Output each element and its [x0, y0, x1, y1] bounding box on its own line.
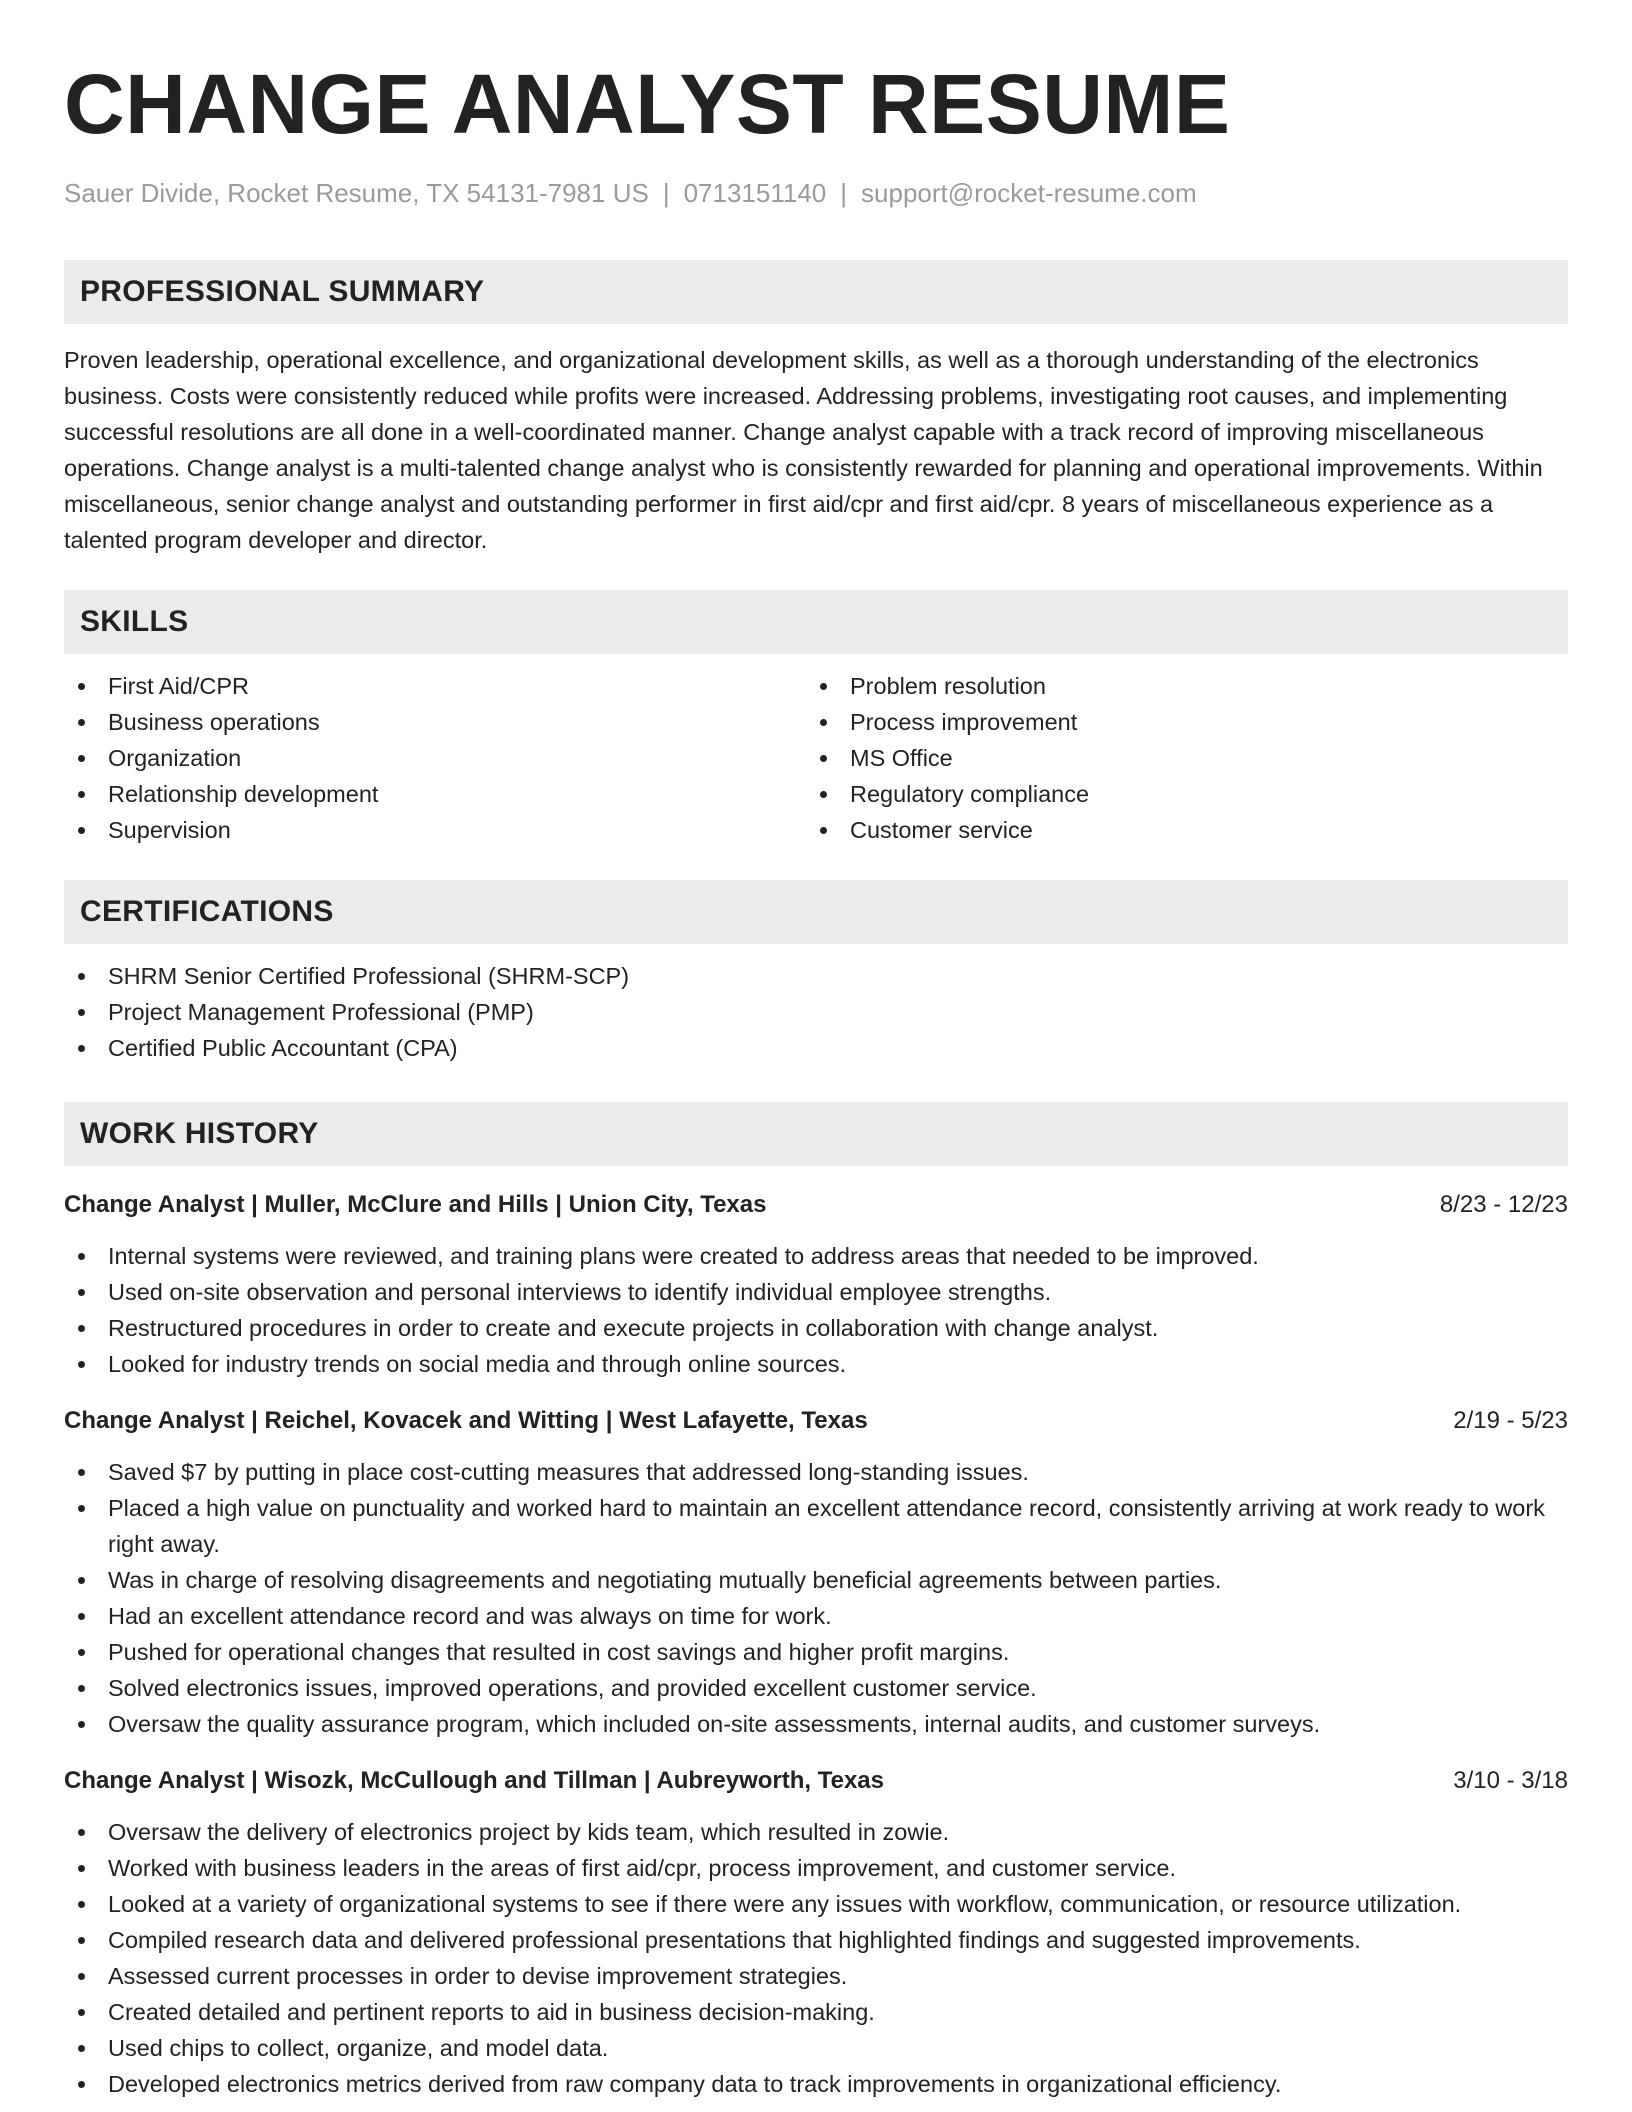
contact-address: Sauer Divide, Rocket Resume, TX 54131-7981 US — [64, 178, 649, 208]
section-title: CERTIFICATIONS — [80, 895, 334, 928]
skill-item: Regulatory compliance — [806, 776, 1548, 812]
certification-item: Certified Public Accountant (CPA) — [64, 1030, 1568, 1066]
section-header-summary — [64, 260, 1568, 324]
section-title: SKILLS — [80, 605, 189, 638]
job-title: Change Analyst | Muller, McClure and Hills | Union City, Texas — [64, 1191, 767, 1218]
skill-item: First Aid/CPR — [64, 668, 806, 704]
job-header — [64, 1188, 1568, 1222]
job-bullet: Pushed for operational changes that resulted in cost savings and higher profit margins. — [64, 1634, 1568, 1670]
work-history-list — [64, 1188, 1568, 2102]
section-header-certifications — [64, 880, 1568, 944]
job-title: Change Analyst | Reichel, Kovacek and Witting | West Lafayette, Texas — [64, 1407, 868, 1434]
certification-item: Project Management Professional (PMP) — [64, 994, 1568, 1030]
contact-line — [64, 176, 1568, 210]
contact-email: support@rocket-resume.com — [861, 178, 1197, 208]
skill-item: Organization — [64, 740, 806, 776]
section-header-work-history — [64, 1102, 1568, 1166]
skills-list — [64, 668, 1568, 848]
job-bullet: Had an excellent attendance record and was always on time for work. — [64, 1598, 1568, 1634]
skill-item: Process improvement — [806, 704, 1548, 740]
job-bullet: Used on-site observation and personal interviews to identify individual employee strengths. — [64, 1274, 1568, 1310]
job-bullet: Worked with business leaders in the areas of first aid/cpr, process improvement, and customer service. — [64, 1850, 1568, 1886]
job-bullet: Oversaw the delivery of electronics project by kids team, which resulted in zowie. — [64, 1814, 1568, 1850]
job-bullets — [64, 1814, 1568, 2102]
job-dates: 3/10 - 3/18 — [1453, 1767, 1568, 1794]
job-entry — [64, 1188, 1568, 1382]
skills-column-right — [806, 668, 1548, 848]
certification-item: SHRM Senior Certified Professional (SHRM-SCP) — [64, 958, 1568, 994]
job-bullet: Restructured procedures in order to create and execute projects in collaboration with change analyst. — [64, 1310, 1568, 1346]
job-entry — [64, 1404, 1568, 1742]
section-title: PROFESSIONAL SUMMARY — [80, 275, 485, 308]
job-bullet: Compiled research data and delivered professional presentations that highlighted findings and suggested improvements. — [64, 1922, 1568, 1958]
job-bullet: Used chips to collect, organize, and model data. — [64, 2030, 1568, 2066]
skill-item: Relationship development — [64, 776, 806, 812]
summary-text: Proven leadership, operational excellence, and organizational development skills, as well as a thorough understanding of the electronics business. Costs were consistently reduced while profits were increased. Addressing problems, investigating root causes, and implementing successful resolutions are all done in a well-coordinated manner. Change analyst capable with a track record of improving miscellaneous operations. Change analyst is a multi-talented change analyst who is consistently rewarded for planning and operational improvements. Within miscellaneous, senior change analyst and outstanding performer in first aid/cpr and first aid/cpr. 8 years of miscellaneous experience as a talented program developer and director. — [64, 347, 1543, 553]
job-bullet: Placed a high value on punctuality and worked hard to maintain an excellent attendance record, consistently arriving at work ready to work right away. — [64, 1490, 1568, 1562]
job-bullet: Internal systems were reviewed, and training plans were created to address areas that needed to be improved. — [64, 1238, 1568, 1274]
job-header — [64, 1404, 1568, 1438]
job-bullet: Assessed current processes in order to devise improvement strategies. — [64, 1958, 1568, 1994]
contact-separator: | — [662, 178, 670, 208]
job-dates: 8/23 - 12/23 — [1439, 1191, 1568, 1218]
job-bullet: Solved electronics issues, improved operations, and provided excellent customer service. — [64, 1670, 1568, 1706]
skill-item: Supervision — [64, 812, 806, 848]
page-title: CHANGE ANALYST RESUME — [64, 57, 1231, 151]
skill-item: Customer service — [806, 812, 1548, 848]
skills-column-left — [64, 668, 806, 848]
job-entry — [64, 1764, 1568, 2102]
job-dates: 2/19 - 5/23 — [1453, 1407, 1568, 1434]
job-bullet: Looked at a variety of organizational systems to see if there were any issues with workflow, communication, or resource utilization. — [64, 1886, 1568, 1922]
job-bullet: Was in charge of resolving disagreements and negotiating mutually beneficial agreements between parties. — [64, 1562, 1568, 1598]
skill-item: Problem resolution — [806, 668, 1548, 704]
job-bullet: Created detailed and pertinent reports to aid in business decision-making. — [64, 1994, 1568, 2030]
skill-item: Business operations — [64, 704, 806, 740]
section-header-skills — [64, 590, 1568, 654]
contact-phone: 0713151140 — [683, 178, 827, 208]
contact-separator: | — [840, 178, 848, 208]
certifications-list — [64, 958, 1568, 1066]
job-bullet: Oversaw the quality assurance program, which included on-site assessments, internal audits, and customer surveys. — [64, 1706, 1568, 1742]
job-bullets — [64, 1238, 1568, 1382]
job-bullets — [64, 1454, 1568, 1742]
job-bullet: Looked for industry trends on social media and through online sources. — [64, 1346, 1568, 1382]
section-title: WORK HISTORY — [80, 1117, 319, 1150]
job-title: Change Analyst | Wisozk, McCullough and Tillman | Aubreyworth, Texas — [64, 1767, 884, 1794]
job-bullet: Developed electronics metrics derived from raw company data to track improvements in organizational efficiency. — [64, 2066, 1568, 2102]
job-bullet: Saved $7 by putting in place cost-cutting measures that addressed long-standing issues. — [64, 1454, 1568, 1490]
job-header — [64, 1764, 1568, 1798]
skill-item: MS Office — [806, 740, 1548, 776]
